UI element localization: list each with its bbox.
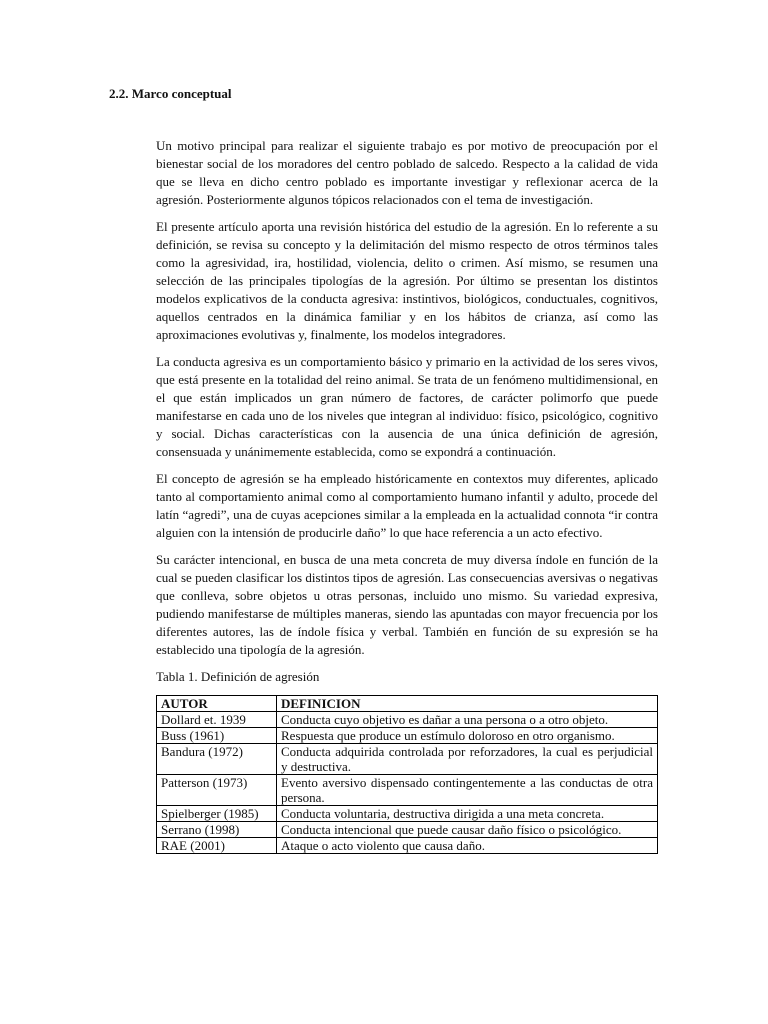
table-row — [157, 775, 658, 806]
definition-cell: Conducta cuyo objetivo es dañar a una persona o a otro objeto. — [277, 712, 658, 728]
definition-cell: Evento aversivo dispensado contingentemente a las conductas de otra persona. — [277, 775, 658, 806]
body-text — [156, 137, 658, 854]
author-cell: Serrano (1998) — [157, 822, 277, 838]
author-cell: Patterson (1973) — [157, 775, 277, 806]
paragraph: El concepto de agresión se ha empleado históricamente en contextos muy diferentes, aplicado tanto al comportamiento animal como al comportamiento humano infantil y adulto, procede del latín “agredi”, una de cuyas acepciones similar a la empleada en la actualidad connota “ir contra alguien con la intensión de producirle daño” lo que hace referencia a un acto efectivo. — [156, 471, 658, 540]
definition-cell: Ataque o acto violento que causa daño. — [277, 838, 658, 854]
table-row — [157, 822, 658, 838]
header-author: AUTOR — [157, 696, 277, 712]
author-cell: RAE (2001) — [157, 838, 277, 854]
paragraph: Un motivo principal para realizar el siguiente trabajo es por motivo de preocupación por el bienestar social de los moradores del centro poblado de salcedo. Respecto a la calidad de vida que se lleva en dicho centro poblado es importante investigar y reflexionar acerca de la agresión. Posteriormente algunos tópicos relacionados con el tema de investigación. — [156, 138, 658, 207]
definitions-table — [156, 695, 658, 854]
paragraph: El presente artículo aporta una revisión histórica del estudio de la agresión. En lo referente a su definición, se revisa su concepto y la delimitación del mismo respecto de otros términos tales como la agresividad, ira, hostilidad, violencia, delito o crimen. Así mismo, se resumen una selección de las principales tipologías de la agresión. Por último se presentan los distintos modelos explicativos de la conducta agresiva: instintivos, biológicos, conductuales, cognitivos, aquellos centrados en la dinámica familiar y en los hábitos de crianza, así como las aproximaciones evolutivas y, finalmente, los modelos integradores. — [156, 219, 658, 342]
header-definition: DEFINICION — [277, 696, 658, 712]
table-row — [157, 838, 658, 854]
definition-cell: Conducta adquirida controlada por reforzadores, la cual es perjudicial y destructiva. — [277, 744, 658, 775]
paragraph: Su carácter intencional, en busca de una meta concreta de muy diversa índole en función de la cual se pueden clasificar los distintos tipos de agresión. Las consecuencias aversivas o negativas que conlleva, sobre objetos u otras personas, incluido uno mismo. Su variedad expresiva, pudiendo manifestarse de múltiples maneras, siendo las apuntadas con mayor frecuencia por los diferentes autores, las de índole física y verbal. También en función de su expresión se ha establecido una tipología de la agresión. — [156, 552, 658, 657]
definition-cell: Conducta intencional que puede causar daño físico o psicológico. — [277, 822, 658, 838]
section-heading: 2.2. Marco conceptual — [109, 86, 232, 101]
author-cell: Spielberger (1985) — [157, 806, 277, 822]
table-header-row — [157, 696, 658, 712]
paragraph: La conducta agresiva es un comportamiento básico y primario en la actividad de los seres vivos, que está presente en la totalidad del reino animal. Se trata de un fenómeno multidimensional, en el que están implicados un gran número de factores, de carácter polimorfo que puede manifestarse en cada uno de los niveles que integran al individuo: físico, psicológico, cognitivo y social. Dichas características con la ausencia de una única definición de agresión, consensuada y unánimemente establecida, como se expondrá a continuación. — [156, 354, 658, 459]
author-cell: Dollard et. 1939 — [157, 712, 277, 728]
table-row — [157, 712, 658, 728]
definition-cell: Conducta voluntaria, destructiva dirigida a una meta concreta. — [277, 806, 658, 822]
author-cell: Bandura (1972) — [157, 744, 277, 775]
definition-cell: Respuesta que produce un estímulo doloroso en otro organismo. — [277, 728, 658, 744]
table-caption: Tabla 1. Definición de agresión — [156, 669, 320, 684]
author-cell: Buss (1961) — [157, 728, 277, 744]
table-row — [157, 728, 658, 744]
table-row — [157, 806, 658, 822]
table-row — [157, 744, 658, 775]
